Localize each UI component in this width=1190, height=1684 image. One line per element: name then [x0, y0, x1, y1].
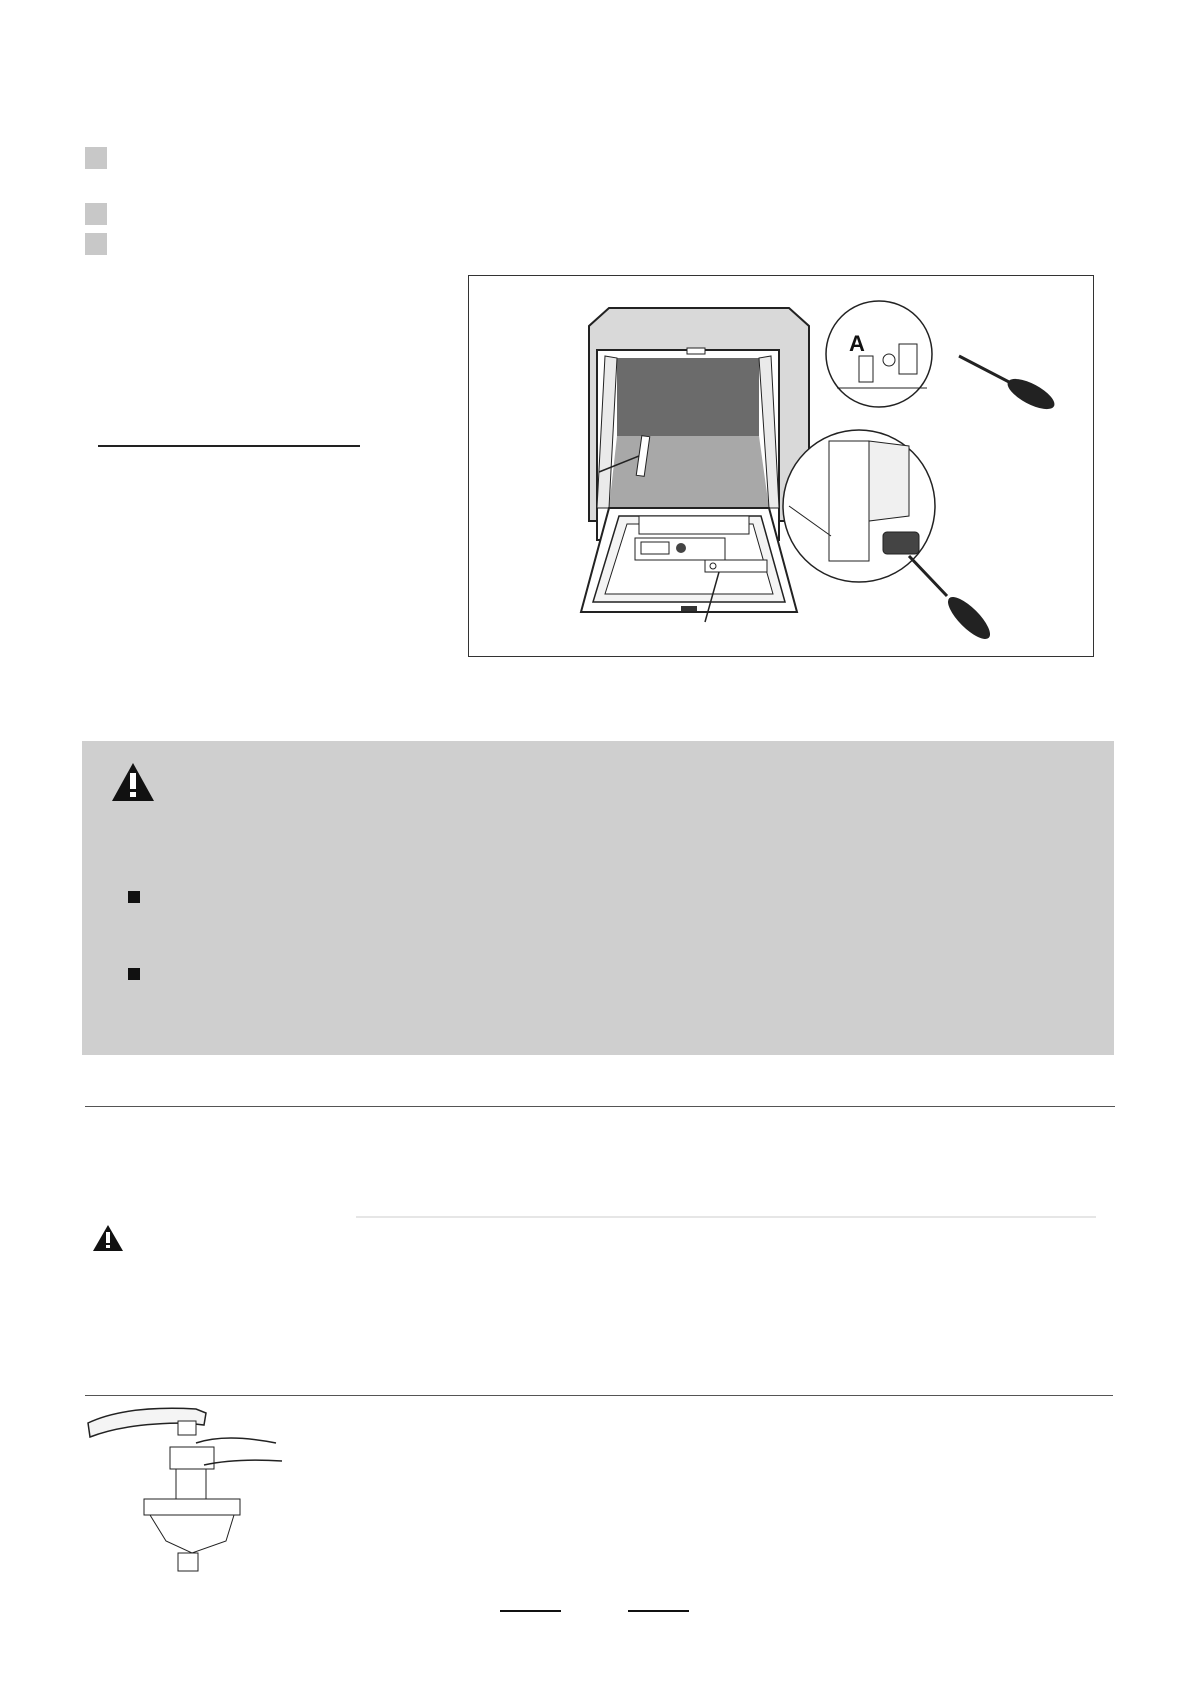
tap-connection-illustration	[86, 1403, 286, 1575]
step-marker-2	[85, 203, 107, 225]
step-marker-1	[85, 147, 107, 169]
section-divider-1	[85, 1106, 1115, 1107]
faint-rule	[356, 1216, 1096, 1218]
section-divider-2	[85, 1395, 1113, 1396]
bottom-rule-left	[500, 1610, 561, 1612]
step-marker-3	[85, 233, 107, 255]
warning-panel	[82, 741, 1114, 1055]
screwdriver-icon	[959, 356, 1059, 415]
inset-label: A	[849, 331, 865, 356]
bottom-rule-right	[628, 1610, 689, 1612]
warning-triangle-icon	[110, 761, 156, 803]
installation-figure	[468, 275, 1094, 657]
screwdriver-icon-2	[909, 556, 996, 645]
warning-bullet-2	[128, 968, 140, 980]
section-underline	[98, 445, 360, 447]
warning-triangle-icon-small	[92, 1224, 124, 1252]
warning-bullet-1	[128, 891, 140, 903]
dishwasher-illustration	[469, 276, 1093, 656]
